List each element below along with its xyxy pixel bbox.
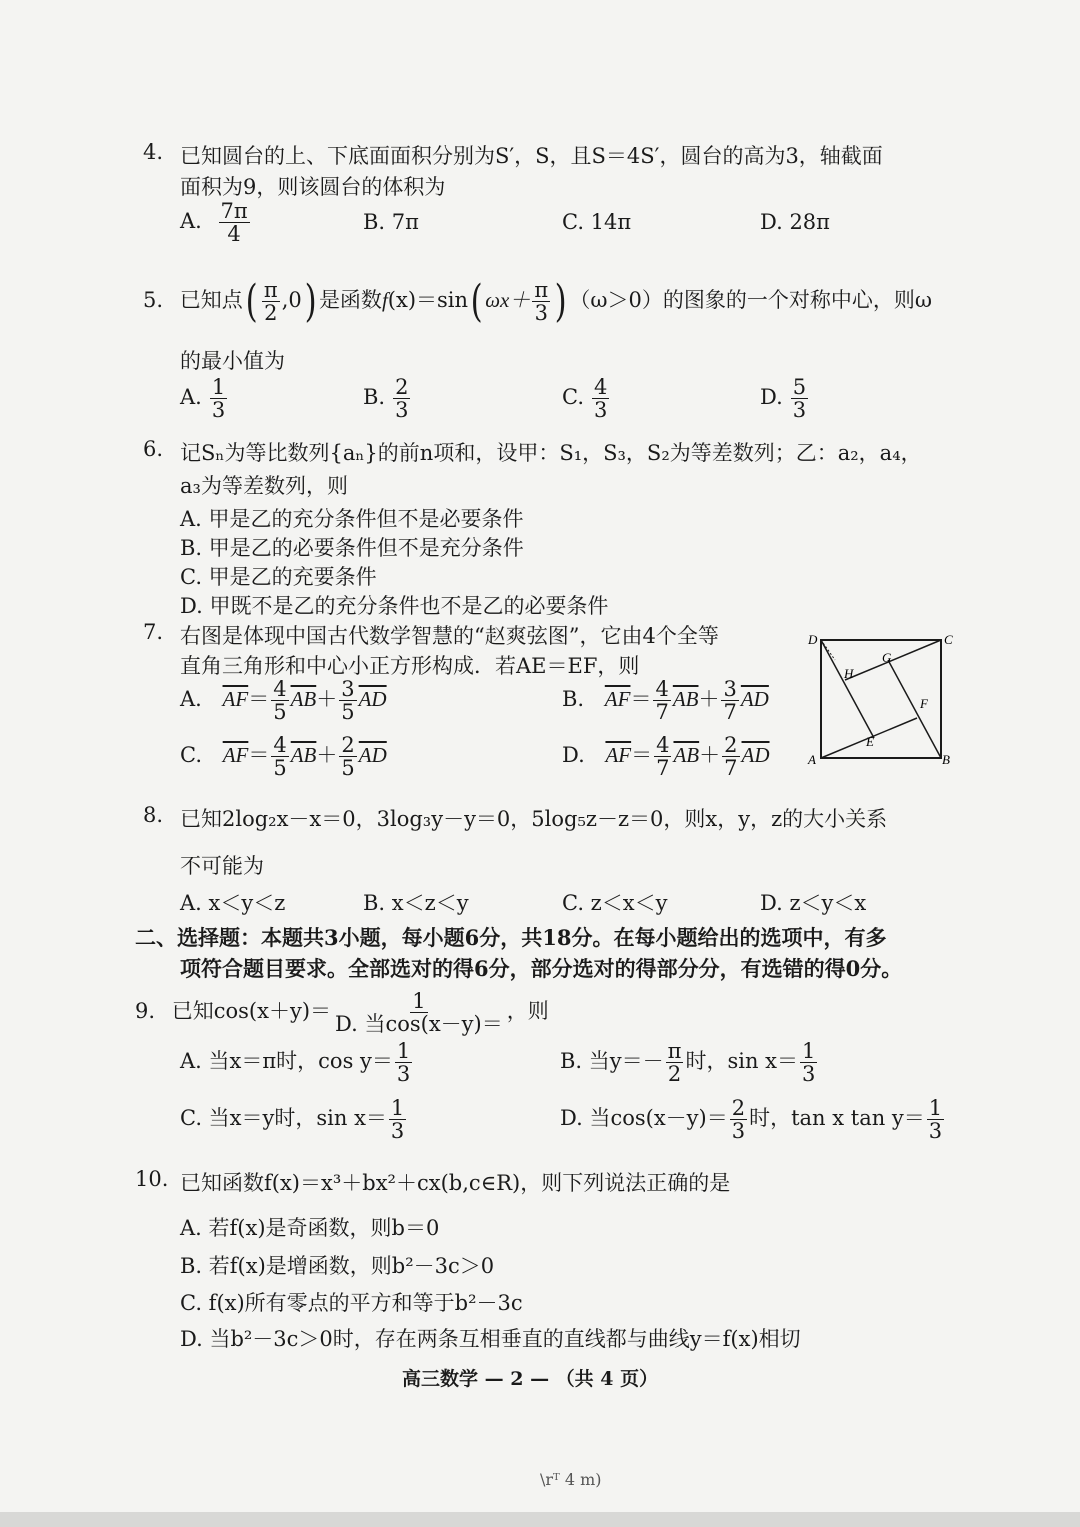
- option-text: C. 当x＝y时，sin x＝: [180, 1106, 387, 1131]
- numerator: π: [534, 277, 549, 302]
- q5-text: 已知点: [179, 288, 243, 312]
- vector: $\overline{AB}$: [672, 687, 699, 712]
- numerator: 3: [341, 677, 355, 701]
- label: D.: [760, 385, 783, 410]
- plus: ＋: [699, 743, 721, 768]
- option-text: 时，tan x tan y＝: [749, 1106, 925, 1131]
- equals: ＝: [248, 687, 270, 712]
- q10-number: 10.: [135, 1167, 169, 1191]
- vector: $\overline{AD}$: [740, 687, 769, 712]
- denominator: 3: [731, 1119, 746, 1144]
- vector: $\overline{AB}$: [673, 743, 700, 768]
- option-text: A. 当x＝π时，cos y＝: [180, 1049, 393, 1074]
- label: A.: [180, 385, 202, 410]
- numerator: 4: [656, 733, 670, 757]
- q5-text: （ω＞0）的图象的一个对称中心，则ω: [569, 288, 932, 312]
- denominator: 5: [273, 700, 287, 725]
- denominator: 7: [656, 756, 670, 781]
- vector: $\overline{AF}$: [222, 687, 249, 712]
- vector: $\overline{AB}$: [290, 687, 317, 712]
- q5-line1: [143, 270, 932, 330]
- paren-close: ): [304, 275, 317, 327]
- q6-option-a: A. 甲是乙的充分条件但不是必要条件: [180, 507, 524, 531]
- label-c: C: [944, 632, 953, 647]
- fraction: [653, 678, 670, 723]
- numerator: 5: [792, 375, 807, 399]
- q7-number: 7.: [143, 620, 164, 644]
- q9-line1: [135, 990, 549, 1035]
- vector: $\overline{AF}$: [605, 743, 632, 768]
- label-a: A: [808, 752, 816, 767]
- q7-option-d: [562, 734, 770, 779]
- q6-line1: 记Sₙ为等比数列{aₙ}的前n项和，设甲：S₁，S₃，S₂为等差数列；乙：a₂，a₄，: [180, 441, 922, 465]
- numerator: 1: [396, 1039, 411, 1063]
- section-2-heading-line2: 项符合题目要求。全部选对的得6分，部分选对的得部分分，有选错的得0分。: [180, 956, 903, 981]
- q10-option-a: A. 若f(x)是奇函数，则b＝0: [180, 1216, 440, 1240]
- segment-ch: [845, 640, 941, 680]
- q4-text-line1: 已知圆台的上、下底面面积分别为S′，S，且S＝4S′，圆台的高为3，轴截面: [180, 144, 883, 168]
- denominator: D. 当cos(x－y)＝: [335, 1012, 503, 1037]
- label: B.: [363, 385, 386, 410]
- denominator: 3: [594, 398, 608, 423]
- numerator: 2: [724, 733, 738, 757]
- plus: ＋: [316, 687, 338, 712]
- denominator: 3: [802, 1062, 816, 1087]
- denominator: 5: [273, 756, 287, 781]
- q6-option-b: B. 甲是乙的必要条件但不是充分条件: [180, 536, 524, 560]
- q9-option-a: [180, 1040, 414, 1085]
- label-f: F: [920, 696, 928, 711]
- label-g: G: [882, 650, 892, 665]
- fraction: [389, 1097, 406, 1142]
- fraction: [666, 1040, 684, 1085]
- q5-line2: 的最小值为: [180, 349, 285, 373]
- fraction: [262, 279, 280, 324]
- vector: $\overline{AD}$: [741, 743, 770, 768]
- denominator: 7: [655, 700, 669, 725]
- fraction: [395, 1040, 412, 1085]
- q8-option-d: D. z＜y＜x: [760, 891, 867, 915]
- q8-line1: 已知2log₂x－x＝0，3log₃y－y＝0，5log₅z－z＝0，则x，y，z的大小关系: [180, 807, 888, 831]
- fraction: [333, 990, 505, 1035]
- vector: $\overline{AB}$: [290, 743, 317, 768]
- fraction: [592, 376, 609, 421]
- q4-option-a: [180, 200, 252, 245]
- scan-bottom-edge: [0, 1512, 1080, 1527]
- numerator: 2: [395, 375, 409, 399]
- denominator: 3: [792, 398, 807, 423]
- label: C.: [180, 743, 202, 768]
- numerator: 1: [211, 375, 226, 399]
- plus: ＋: [698, 687, 720, 712]
- numerator: 2: [731, 1096, 746, 1120]
- q4-text-line2: 面积为9，则该圆台的体积为: [180, 175, 446, 199]
- option-text: B. 当y＝－: [560, 1049, 664, 1074]
- numerator: 4: [594, 375, 608, 399]
- fraction: [271, 678, 288, 723]
- fraction: [800, 1040, 817, 1085]
- q4-option-b: B. 7π: [363, 210, 419, 234]
- q9-number: 9.: [135, 999, 156, 1024]
- q9-text: ，则: [506, 999, 549, 1024]
- q5-option-b: [363, 376, 412, 421]
- q6-number: 6.: [143, 437, 164, 461]
- q10-option-b: B. 若f(x)是增函数，则b²－3c＞0: [180, 1254, 495, 1278]
- q4-option-a-label: A.: [180, 209, 202, 234]
- numerator: 2: [341, 733, 355, 757]
- function-name: f: [381, 288, 388, 312]
- label: C.: [562, 385, 584, 410]
- denominator: 5: [341, 700, 355, 725]
- fraction: [722, 734, 739, 779]
- q8-option-b: B. x＜z＜y: [363, 891, 469, 915]
- denominator: 2: [667, 1062, 682, 1087]
- option-text: 时，sin x＝: [685, 1049, 799, 1074]
- segment-bg: [888, 660, 941, 758]
- q9-option-d: [560, 1097, 946, 1142]
- denominator: 3: [396, 1062, 411, 1087]
- vector: $\overline{AD}$: [358, 687, 387, 712]
- fraction: [210, 376, 227, 421]
- label-d: D: [808, 632, 818, 647]
- fraction: [393, 376, 410, 421]
- q4-option-d: D. 28π: [760, 210, 830, 234]
- numerator: π: [263, 277, 278, 302]
- label: A.: [180, 687, 202, 712]
- numerator: 1: [802, 1039, 816, 1063]
- numerator: π: [667, 1039, 682, 1063]
- numerator: 4: [273, 677, 287, 701]
- section-2-heading-line1: 二、选择题：本题共3小题，每小题6分，共18分。在每小题给出的选项中，有多: [135, 925, 887, 950]
- label: B.: [562, 687, 585, 712]
- option-text: D. 当cos(x－y)＝: [560, 1106, 728, 1131]
- q4-option-c: C. 14π: [562, 210, 632, 234]
- q10-line1: 已知函数f(x)＝x³＋bx²＋cx(b,c∈R)，则下列说法正确的是: [180, 1171, 731, 1195]
- q7-line2: 直角三角形和中心小正方形构成．若AE＝EF，则: [180, 654, 640, 678]
- fraction: [339, 678, 356, 723]
- page-footer: 高三数学 — 2 — （共 4 页）: [402, 1368, 659, 1390]
- q7-option-a: [180, 678, 387, 723]
- fraction: [927, 1097, 944, 1142]
- q5-option-c: [562, 376, 611, 421]
- fraction: [791, 376, 808, 421]
- segment-de: [821, 640, 874, 738]
- vector: $\overline{AD}$: [358, 743, 387, 768]
- denominator: 3: [928, 1119, 943, 1144]
- q5-text: 是函数: [318, 288, 382, 312]
- q8-line2: 不可能为: [180, 854, 264, 878]
- equals: ＝: [630, 687, 652, 712]
- denominator: 4: [227, 222, 241, 247]
- q9-text: 已知cos(x＋y)＝: [171, 999, 332, 1024]
- q7-option-c: [180, 734, 387, 779]
- q5-number: 5.: [143, 288, 164, 312]
- numerator: 3: [723, 677, 737, 701]
- q7-option-b: [562, 678, 769, 723]
- numerator: 1: [928, 1096, 943, 1120]
- paren-close: ): [554, 275, 567, 327]
- q5-option-a: [180, 376, 229, 421]
- q8-number: 8.: [143, 803, 164, 827]
- q9-option-c: [180, 1097, 408, 1142]
- function-expr: (x)＝sin: [387, 288, 469, 312]
- equals: ＝: [248, 743, 270, 768]
- label-b: B: [942, 752, 950, 767]
- paren-open: (: [245, 275, 258, 327]
- zhao-shuang-diagram: [800, 628, 960, 768]
- numerator: 4: [273, 733, 287, 757]
- fraction: [532, 279, 550, 324]
- denominator: 7: [724, 756, 738, 781]
- q10-option-c: C. f(x)所有零点的平方和等于b²－3c: [180, 1291, 523, 1315]
- q6-option-c: C. 甲是乙的充要条件: [180, 565, 377, 589]
- label: D.: [562, 743, 585, 768]
- denominator: 7: [723, 700, 737, 725]
- numerator: 1: [390, 1096, 405, 1120]
- vector: $\overline{AF}$: [222, 743, 249, 768]
- label-h: H: [844, 666, 854, 681]
- q6-line2: a₃为等差数列，则: [180, 474, 348, 498]
- q8-option-a: A. x＜y＜z: [180, 891, 286, 915]
- equals: ＝: [631, 743, 653, 768]
- fraction: [730, 1097, 747, 1142]
- numerator: 1: [412, 989, 426, 1013]
- coordinate: ,0: [281, 288, 302, 312]
- denominator: 3: [211, 398, 226, 423]
- denominator: 5: [341, 756, 355, 781]
- denominator: 3: [395, 398, 409, 423]
- fraction: [271, 734, 288, 779]
- numerator: 4: [655, 677, 669, 701]
- q4-option-a-fraction: [219, 200, 250, 245]
- q10-option-d: D. 当b²－3c＞0时，存在两条互相垂直的直线都与曲线y＝f(x)相切: [180, 1327, 801, 1351]
- denominator: 2: [264, 301, 278, 325]
- label-e: E: [866, 734, 874, 749]
- paren-open: (: [470, 275, 483, 327]
- q8-option-c: C. z＜x＜y: [562, 891, 668, 915]
- vector: $\overline{AF}$: [604, 687, 631, 712]
- fraction: [339, 734, 356, 779]
- fraction: [654, 734, 671, 779]
- argument: ωx＋: [485, 288, 531, 312]
- q7-line1: 右图是体现中国古代数学智慧的“赵爽弦图”，它由4个全等: [180, 624, 719, 648]
- plus: ＋: [316, 743, 338, 768]
- fraction: [721, 678, 738, 723]
- q5-option-d: [760, 376, 810, 421]
- numerator: 7π: [220, 199, 248, 223]
- denominator: 3: [534, 301, 548, 325]
- q9-option-b: [560, 1040, 819, 1085]
- denominator: 3: [390, 1119, 405, 1144]
- q6-option-d: D. 甲既不是乙的充分条件也不是乙的必要条件: [180, 594, 609, 618]
- bleed-through-text: \rᵀ 4 m): [540, 1470, 602, 1489]
- q4-number: 4.: [143, 140, 164, 164]
